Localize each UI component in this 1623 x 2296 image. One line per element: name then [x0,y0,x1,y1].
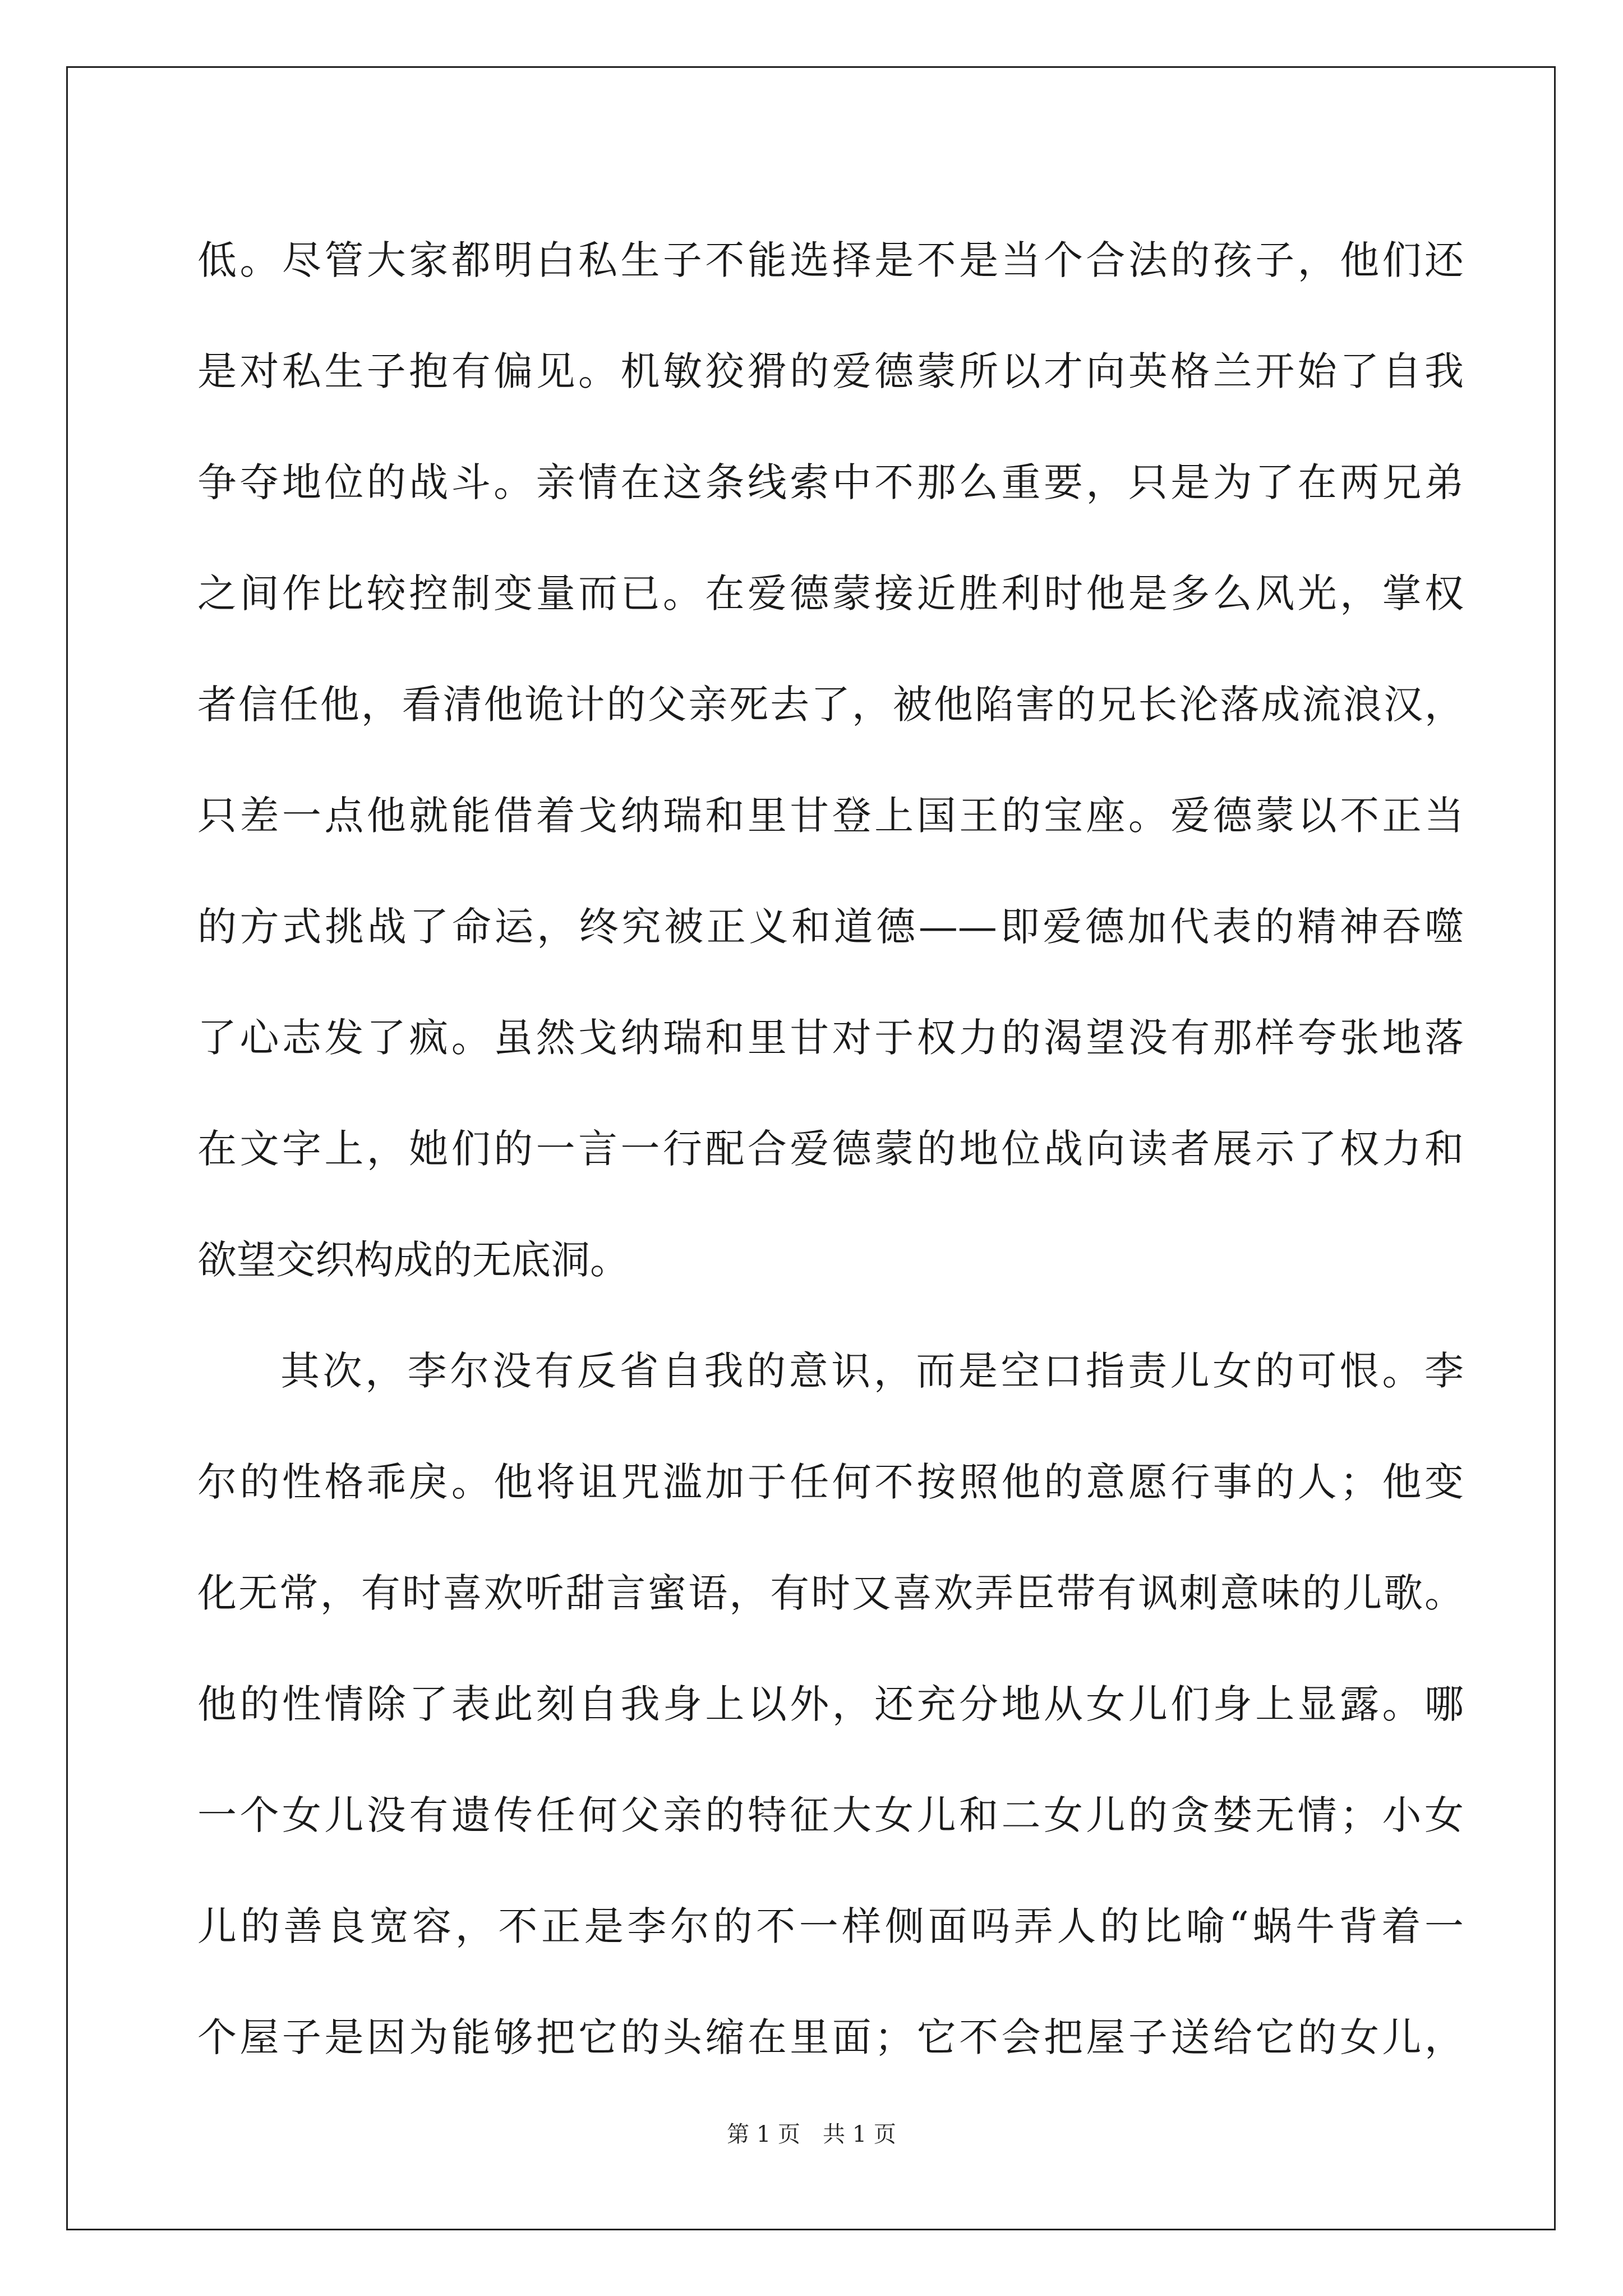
paragraph-1-line-9: 在文字上，她们的一言一行配合爱德蒙的地位战向读者展示了权力和 [197,1126,1464,1172]
paragraph-1-line-10: 欲望交织构成的无底洞。 [197,1237,629,1283]
paragraph-1-line-5: 者信任他，看清他诡计的父亲死去了，被他陷害的兄长沦落成流浪汉， [197,682,1464,728]
paragraph-2-line-5: 一个女儿没有遗传任何父亲的特征大女儿和二女儿的贪婪无情；小女 [197,1792,1464,1838]
paragraph-2-line-3: 化无常，有时喜欢听甜言蜜语，有时又喜欢弄臣带有讽刺意味的儿歌。 [197,1570,1464,1616]
paragraph-2-line-2: 尔的性格乖戾。他将诅咒滥加于任何不按照他的意愿行事的人；他变 [197,1459,1464,1505]
paragraph-1-line-2: 是对私生子抱有偏见。机敏狡猾的爱德蒙所以才向英格兰开始了自我 [197,348,1464,394]
paragraph-1-line-4: 之间作比较控制变量而已。在爱德蒙接近胜利时他是多么风光，掌权 [197,570,1464,616]
paragraph-1-line-7: 的方式挑战了命运，终究被正义和道德——即爱德加代表的精神吞噬 [197,904,1464,950]
paragraph-1-line-6: 只差一点他就能借着戈纳瑞和里甘登上国王的宝座。爱德蒙以不正当 [197,793,1464,839]
paragraph-2-line-1: 其次，李尔没有反省自我的意识，而是空口指责儿女的可恨。李 [280,1348,1464,1394]
paragraph-1-line-3: 争夺地位的战斗。亲情在这条线索中不那么重要，只是为了在两兄弟 [197,459,1464,505]
paragraph-1-line-1: 低。尽管大家都明白私生子不能选择是不是当个合法的孩子，他们还 [197,237,1464,283]
paragraph-2-line-4: 他的性情除了表此刻自我身上以外，还充分地从女儿们身上显露。哪 [197,1681,1464,1727]
paragraph-2-line-7: 个屋子是因为能够把它的头缩在里面；它不会把屋子送给它的女儿， [197,2014,1464,2060]
document-body [197,205,1464,2093]
paragraph-2-line-6: 儿的善良宽容，不正是李尔的不一样侧面吗弄人的比喻“蜗牛背着一 [197,1903,1464,1949]
paragraph-1-line-8: 了心志发了疯。虽然戈纳瑞和里甘对于权力的渴望没有那样夸张地落 [197,1015,1464,1061]
page-number-footer: 第 1 页 共 1 页 [727,2122,896,2147]
